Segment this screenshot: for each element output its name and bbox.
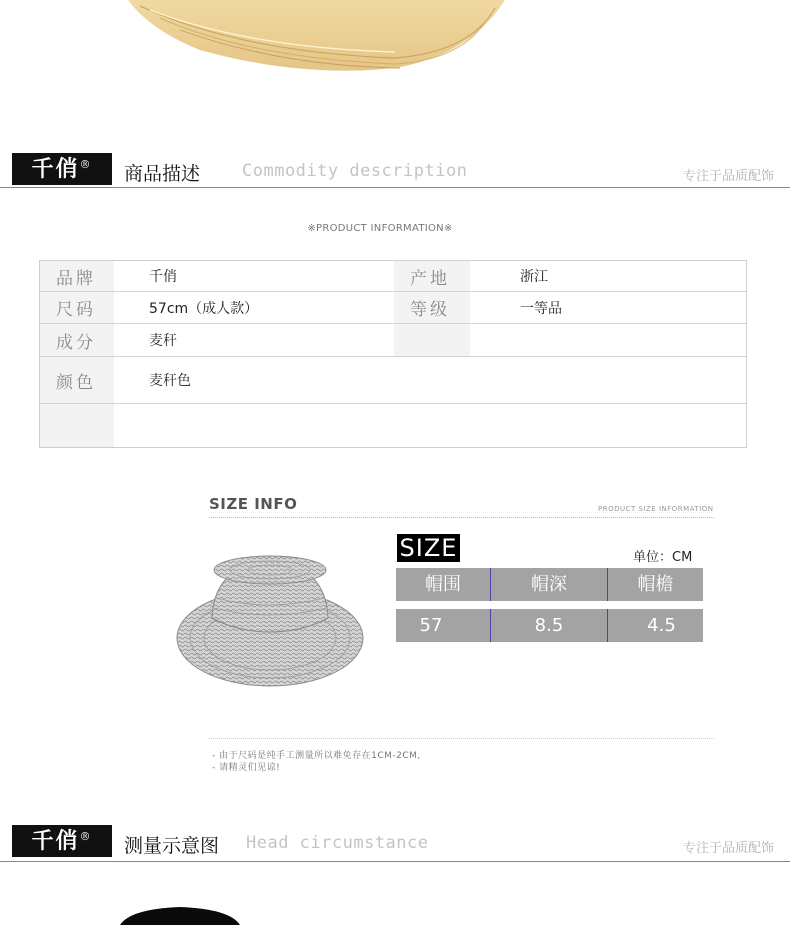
size-table-value-row [396,609,703,642]
head-silhouette-image [120,905,250,925]
table-cell-label [40,404,114,447]
table-row [40,357,746,404]
table-row [40,292,746,324]
size-note: - 请精灵们见谅! [212,763,281,773]
note-divider [209,738,714,739]
table-cell-label: 尺码 [40,292,114,323]
table-row [40,404,746,447]
table-cell-label [394,324,470,356]
unit-label: 单位：CM [633,550,693,565]
size-value-cell: 4.5 [647,615,676,636]
size-info-subtitle: PRODUCT SIZE INFORMATION [598,505,714,513]
product-information-label: ※PRODUCT INFORMATION※ [307,223,453,234]
size-badge: SIZE [397,534,460,562]
section-title: 商品描述 [124,163,201,185]
table-cell-value: 一等品 [520,300,562,317]
size-header-cell: 帽围 [425,574,461,595]
size-value-cell: 57 [419,615,443,636]
size-header-cell: 帽深 [531,574,567,595]
section-slogan: 专注于品质配饰 [682,841,774,856]
section-slogan: 专注于品质配饰 [682,169,774,184]
product-info-table [39,260,747,448]
section-title-english: Commodity description [242,161,468,181]
size-info-divider [209,517,714,518]
brand-logo: 千俏® [12,825,112,857]
table-cell-value: 麦秆 [149,333,177,349]
section-divider [0,861,790,862]
table-cell-label: 等级 [394,292,470,323]
size-note: - 由于尺码是纯手工测量所以难免存在1CM-2CM, [212,751,421,761]
table-cell-value: 57cm（成人款） [149,300,259,317]
size-info-title: SIZE INFO [209,495,298,513]
table-row [40,261,746,292]
straw-hat-image [172,548,372,696]
table-cell-value: 麦秆色 [149,373,191,389]
table-cell-label: 成分 [40,324,114,356]
size-table-header-row [396,568,703,601]
table-cell-label: 产地 [394,261,470,291]
section-header-head-circumstance [0,825,790,875]
size-value-cell: 8.5 [534,615,564,636]
table-row [40,324,746,357]
table-cell-value: 千俏 [149,269,177,285]
section-divider [0,187,790,188]
section-title: 测量示意图 [124,835,220,857]
brand-logo: 千俏® [12,153,112,185]
table-cell-value: 浙江 [520,269,548,285]
section-title-english: Head circumstance [246,833,429,853]
size-header-cell: 帽檐 [637,574,674,595]
table-cell-label: 品牌 [40,261,114,291]
table-cell-label: 颜色 [40,357,114,403]
straw-hat-brim-image [0,0,790,110]
section-header-commodity [0,153,790,203]
